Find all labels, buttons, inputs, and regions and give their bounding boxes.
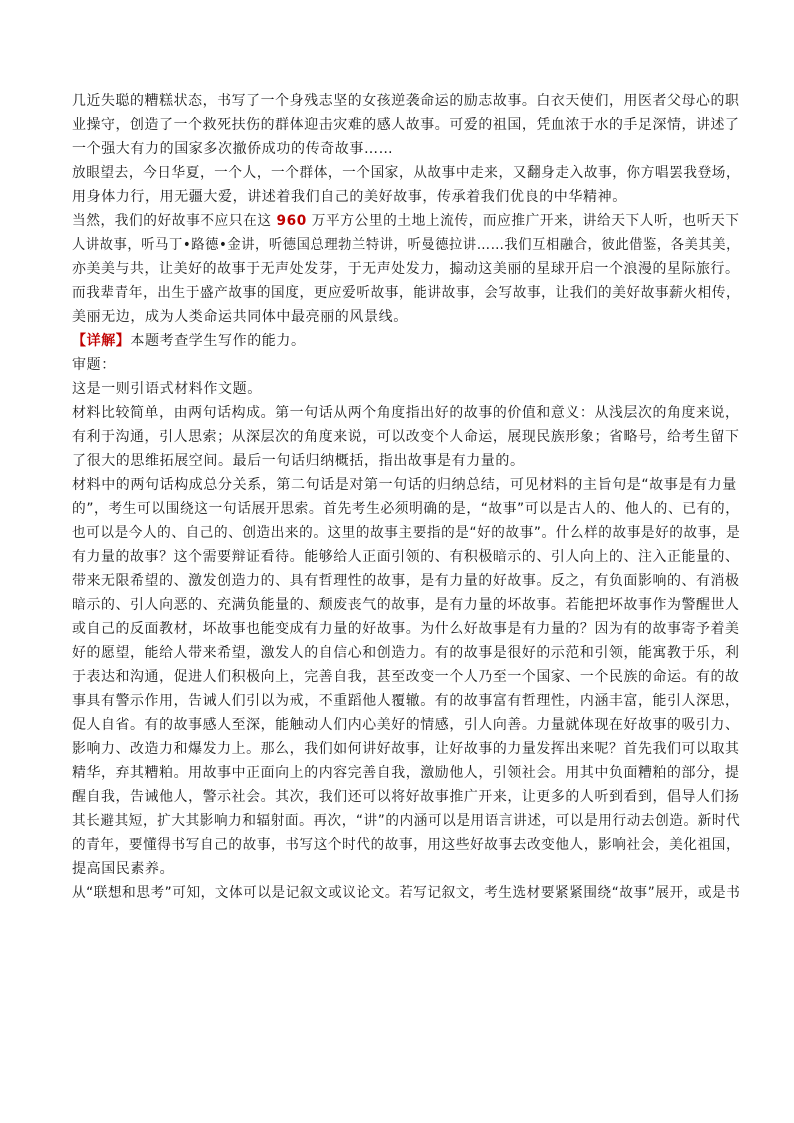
highlighted-text: 【详解】 [72, 333, 131, 349]
highlighted-text: 960 [276, 213, 307, 229]
text-line: 好的愿望，能给人带来希望，激发人的自信心和创造力。有的故事是很好的示范和引领，能寓教于乐，利 [72, 645, 740, 661]
text-line: 提高国民素养。 [72, 861, 175, 877]
text-segment: 当然，我们的好故事不应只在这 [72, 213, 277, 229]
text-line: 有利于沟通，引人思索；从深层次的角度来说，可以改变个人命运，展现民族形象；省略号，给考生留下 [72, 429, 740, 445]
text-line: 一个强大有力的国家多次撤侨成功的传奇故事…… [72, 141, 394, 157]
text-line: 而我辈青年，出生于盛产故事的国度，更应爱听故事，能讲故事，会写故事，让我们的美好故事薪火相传， [72, 285, 741, 301]
text-line: 的青年，要懂得书写自己的故事，书写这个时代的故事，用这些好故事去改变他人，影响社会，美化祖国， [72, 837, 741, 853]
text-line: 这是一则引语式材料作文题。 [72, 381, 262, 397]
text-line: 暗示的、引人向恶的、充满负能量的、颓废丧气的故事，是有力量的坏故事。若能把坏故事作为警醒世人 [72, 597, 740, 613]
text-line: 醒自我，告诫他人，警示社会。其次，我们还可以将好故事推广开来，让更多的人听到看到，倡导人们扬 [72, 789, 740, 805]
text-line: 业操守，创造了一个救死扶伤的群体迎击灾难的感人故事。可爱的祖国，凭血浓于水的手足深情，讲述了 [72, 117, 740, 133]
text-line: 事具有警示作用，告诫人们引以为戒，不重蹈他人覆辙。有的故事富有哲理性，内涵丰富，能引人深思， [72, 693, 740, 709]
text-line: 其长避其短，扩大其影响力和辐射面。再次，“讲”的内涵可以是用语言讲述，可以是用行动去创造。新时代 [72, 813, 741, 829]
text-line: 了很大的思维拓展空间。最后一句话归纳概括，指出故事是有力量的。 [72, 453, 525, 469]
text-segment: 万平方公里的土地上流传，而应推广开来，讲给天下人听，也听天下 [306, 213, 740, 229]
text-line: 材料比较简单，由两句话构成。第一句话从两个角度指出好的故事的价值和意义：从浅层次的角度来说， [72, 405, 740, 421]
text-line: 审题： [72, 357, 116, 373]
text-line: 精华，弃其糟粕。用故事中正面向上的内容完善自我，激励他人，引领社会。用其中负面糟粕的部分，提 [72, 765, 740, 781]
text-line: 促人自省。有的故事感人至深，能触动人们内心美好的情感，引人向善。力量就体现在好故事的吸引力、 [72, 717, 740, 733]
text-line: 于表达和沟通，促进人们积极向上，完善自我，甚至改变一个人乃至一个国家、一个民族的命运。有的故 [72, 669, 740, 685]
text-line: 有力量的故事？这个需要辩证看待。能够给人正面引领的、有积极暗示的、引人向上的、注入正能量的、 [72, 549, 740, 565]
text-line: 亦美美与共，让美好的故事于无声处发芽，于无声处发力，搧动这美丽的星球开启一个浪漫的星际旅行。 [72, 261, 740, 277]
text-segment: 本题考查学生写作的能力。 [130, 333, 306, 349]
text-line [72, 329, 740, 353]
text-line: 用身体力行，用无疆大爱，讲述着我们自己的美好故事，传承着我们优良的中华精神。 [72, 189, 627, 205]
text-line: 带来无限希望的、激发创造力的、具有哲理性的故事，是有力量的好故事。反之，有负面影响的、有消极 [72, 573, 740, 589]
text-line: 材料中的两句话构成总分关系，第二句话是对第一句话的归纳总结，可见材料的主旨句是“故事是有力量 [72, 477, 737, 493]
text-line: 从“联想和思考”可知，文体可以是记叙文或议论文。若写记叙文，考生选材要紧紧围绕“故事”展开，或是书 [72, 885, 741, 901]
text-line: 美丽无边，成为人类命运共同体中最亮丽的风景线。 [72, 309, 408, 325]
text-line: 几近失聪的糟糕状态，书写了一个身残志坚的女孩逆袭命运的励志故事。白衣天使们，用医者父母心的职 [72, 93, 740, 109]
text-line: 也可以是今人的、自己的、创造出来的。这里的故事主要指的是“好的故事”。什么样的故事是好的故事，是 [72, 525, 741, 541]
text-line: 或自己的反面教材，坏故事也能变成有力量的好故事。为什么好故事是有力量的？因为有的故事寄予着美 [72, 621, 740, 637]
text-line [72, 209, 740, 233]
text-line: 的”，考生可以围绕这一句话展开思索。首先考生必须明确的是，“故事”可以是古人的、他人的、已有的， [72, 501, 740, 517]
text-line: 放眼望去，今日华夏，一个人，一个群体，一个国家，从故事中走来，又翻身走入故事，你方唱罢我登场， [72, 165, 741, 181]
text-line: 影响力、改造力和爆发力上。那么，我们如何讲好故事，让好故事的力量发挥出来呢？首先我们可以取其 [72, 741, 740, 757]
document-body [72, 89, 740, 905]
text-line: 人讲故事，听马丁•路德•金讲，听德国总理勃兰特讲，听曼德拉讲……我们互相融合，彼此借鉴，各美其美， [72, 237, 740, 253]
